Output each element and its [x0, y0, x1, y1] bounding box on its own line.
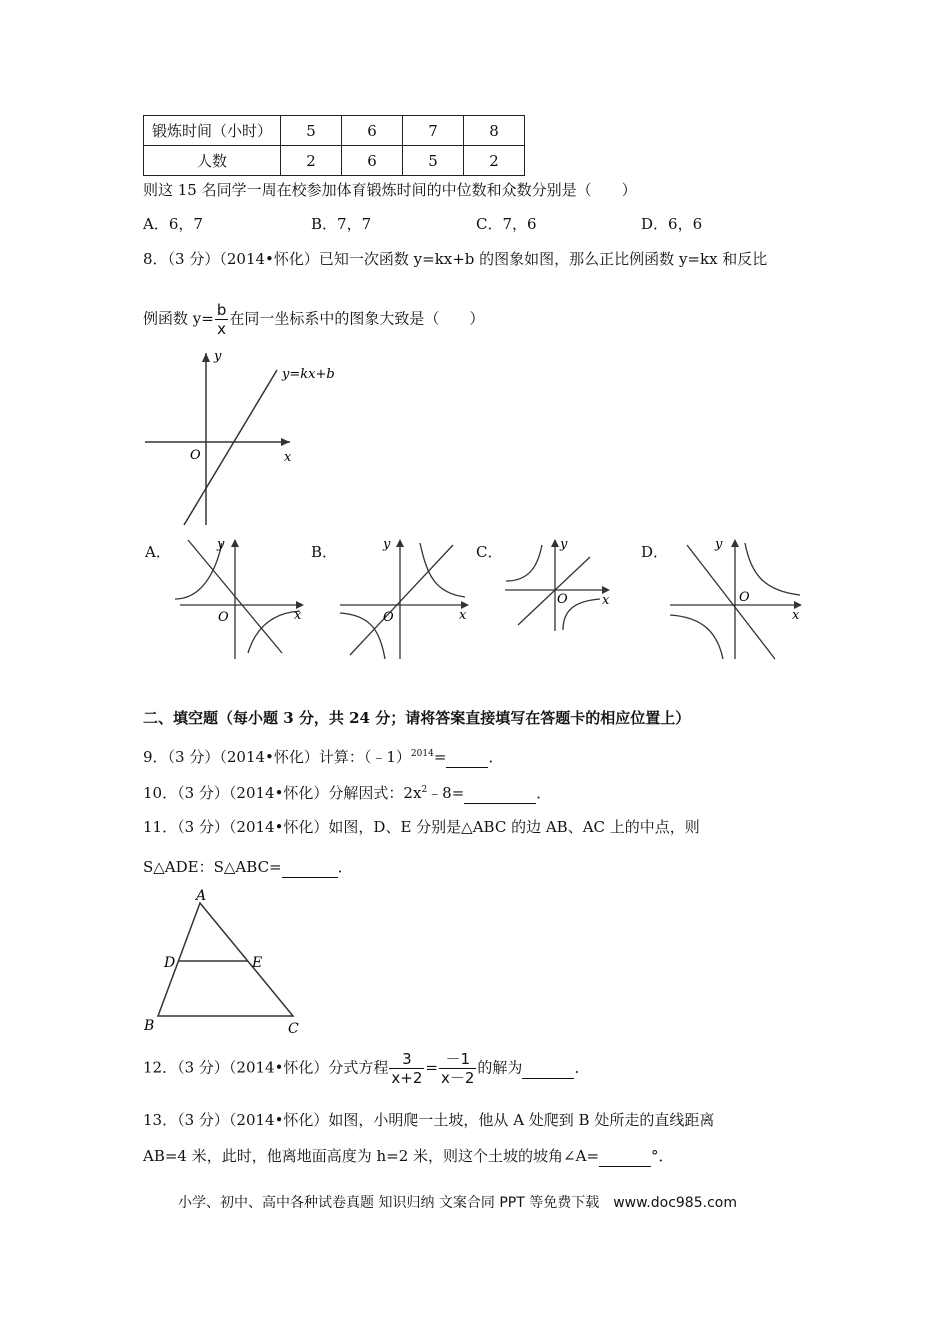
x-axis-label: x [459, 608, 467, 623]
q9-end: ． [488, 748, 504, 766]
table-header-cell: 人数 [144, 146, 281, 176]
q8-option-c-label: C． [476, 543, 503, 561]
table-row [144, 146, 525, 176]
q9-answer-blank[interactable] [446, 747, 488, 768]
vertex-label-a: A [196, 888, 207, 904]
table-cell: 5 [281, 116, 342, 146]
y-axis-label: y [560, 537, 568, 552]
q12-equals: = [425, 1058, 438, 1077]
y-axis-label: y [217, 537, 225, 552]
q8-option-d-label: D． [641, 543, 669, 561]
q12-frac2-den: x－2 [441, 1069, 475, 1087]
q13-end: °． [651, 1147, 674, 1165]
y-axis-label: y [383, 537, 391, 552]
q12 [143, 1050, 589, 1087]
page-footer: 小学、初中、高中各种试卷真题 知识归纳 文案合同 PPT 等免费下载 www.doc985.com [178, 1195, 737, 1211]
exercise-time-table [143, 115, 525, 176]
q11-line2 [143, 857, 353, 878]
y-axis-label: y [214, 349, 222, 364]
q12-fraction-1 [389, 1050, 424, 1087]
q9 [143, 744, 503, 768]
origin-label: O [383, 610, 394, 625]
table-cell: 2 [281, 146, 342, 176]
q8-frac-num: b [216, 301, 227, 319]
q7-option-d: D．6，6 [641, 215, 703, 233]
q12-fraction-2 [439, 1050, 476, 1087]
origin-label: O [739, 590, 750, 605]
vertex-label-c: C [288, 1021, 299, 1035]
q8-line1: 8．（3 分）（2014•怀化）已知一次函数 y=kx+b 的图象如图，那么正比例函数 y=kx 和反比 [143, 250, 768, 268]
q8-line2-pre: 例函数 y= [143, 309, 214, 328]
q12-frac2-num: －1 [439, 1050, 476, 1069]
q10-exponent: 2 [421, 785, 428, 795]
q11-line1: 11．（3 分）（2014•怀化）如图，D、E 分别是△ABC 的边 AB、AC 上的中点，则 [143, 818, 700, 836]
q10-end: ． [536, 784, 552, 802]
q11-answer-blank[interactable] [282, 857, 338, 878]
q7-option-c: C．7，6 [476, 215, 537, 233]
q13-line1: 13．（3 分）（2014•怀化）如图，小明爬一土坡，他从 A 处爬到 B 处所走的直线距离 [143, 1111, 715, 1129]
q13-line2 [143, 1146, 674, 1167]
x-axis-label: x [602, 593, 610, 608]
q12-pre: 12．（3 分）（2014•怀化）分式方程 [143, 1058, 389, 1077]
x-axis-label: x [792, 608, 800, 623]
origin-label: O [557, 592, 568, 607]
vertex-label-b: B [144, 1018, 155, 1034]
origin-label: O [218, 610, 229, 625]
q8-option-a-label: A． [145, 543, 171, 561]
q12-post: 的解为 [477, 1058, 523, 1077]
q9-post: = [433, 748, 447, 766]
q10-answer-blank[interactable] [464, 783, 536, 804]
q10 [143, 780, 551, 804]
q12-end: ． [574, 1058, 590, 1077]
q8-line2-post: 在同一坐标系中的图象大致是（ ） [229, 309, 485, 328]
q8-option-b-label: B． [311, 543, 338, 561]
q12-frac1-den: x+2 [391, 1069, 423, 1087]
q8-option-b-graph [335, 535, 475, 665]
q10-post: ﹣8= [427, 784, 465, 802]
y-axis-label: y [715, 537, 723, 552]
table-cell: 6 [342, 146, 403, 176]
q7-option-a: A．6，7 [143, 215, 203, 233]
q11-triangle-figure [138, 885, 313, 1035]
point-label-e: E [252, 955, 263, 971]
q12-answer-blank[interactable] [522, 1058, 574, 1079]
q7-question: 则这 15 名同学一周在校参加体育锻炼时间的中位数和众数分别是（ ） [143, 181, 637, 199]
table-header-cell: 锻炼时间（小时） [144, 116, 281, 146]
q8-linear-function-graph [140, 345, 350, 530]
q10-pre: 10．（3 分）（2014•怀化）分解因式：2x [143, 784, 422, 802]
table-row [144, 116, 525, 146]
table-cell: 7 [403, 116, 464, 146]
x-axis-label: x [284, 450, 292, 465]
table-cell: 5 [403, 146, 464, 176]
q8-option-a-graph [170, 535, 310, 665]
line-label: y=kx+b [282, 367, 335, 382]
q9-exponent: 2014 [410, 749, 434, 759]
q11-end: ． [337, 858, 353, 876]
q8-frac-den: x [217, 320, 227, 338]
q13-line2-pre: AB=4 米，此时，他离地面高度为 h=2 米，则这个土坡的坡角∠A= [143, 1147, 600, 1165]
q13-answer-blank[interactable] [599, 1146, 651, 1167]
q8-fraction [215, 301, 229, 338]
origin-label: O [190, 448, 201, 463]
q8-option-d-graph [665, 535, 810, 665]
table-cell: 6 [342, 116, 403, 146]
section-2-title: 二、填空题（每小题 3 分，共 24 分；请将答案直接填写在答题卡的相应位置上） [143, 709, 691, 727]
q11-line2-pre: S△ADE：S△ABC= [143, 858, 282, 876]
table-cell: 8 [464, 116, 525, 146]
x-axis-label: x [294, 608, 302, 623]
table-cell: 2 [464, 146, 525, 176]
q9-pre: 9．（3 分）（2014•怀化）计算：（﹣1） [143, 748, 411, 766]
q8-line2 [143, 301, 484, 338]
point-label-d: D [164, 955, 176, 971]
q12-frac1-num: 3 [389, 1050, 424, 1069]
q8-option-c-graph [500, 535, 620, 635]
q7-option-b: B．7，7 [311, 215, 372, 233]
